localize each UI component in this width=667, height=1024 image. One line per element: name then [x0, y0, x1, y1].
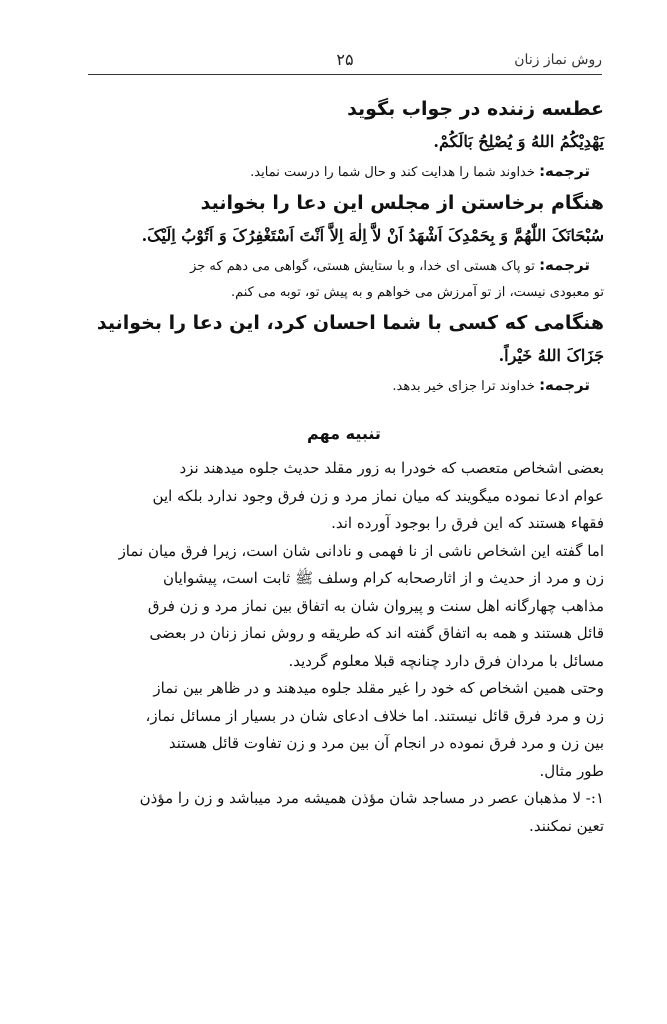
translation-label: ترجمه:	[539, 376, 590, 394]
text-line: مذاهب چهارگانه اهل سنت و پیروان شان به اتفاق بین نماز مرد و زن فرق	[147, 596, 604, 615]
text-line: زن و مرد از حدیث و از اثارصحابه کرام وسلف ﷺ ثابت است، پیشوایان	[163, 569, 604, 587]
translation-text: خداوند شما را هدایت کند و حال شما را درست نماید.	[250, 165, 535, 180]
translation-label: ترجمه:	[539, 256, 590, 274]
translation-label: ترجمه:	[539, 162, 590, 180]
section-heading: عطسه زننده در جواب بگوید	[347, 98, 604, 120]
notice-paragraph	[84, 455, 604, 538]
arabic-supplication: يَهْدِيْكُمُ اللهُ وَ يُصْلِحُ بَالَكُمْ.	[433, 132, 604, 151]
kindness-section	[84, 306, 604, 400]
translation-text: خداوند ترا جزای خیر بدهد.	[392, 379, 535, 394]
sneeze-section	[84, 92, 604, 186]
text-line: عوام ادعا نموده میگویند که میان نماز مرد و زن فرق وجود ندارد بلکه این	[152, 486, 604, 505]
section-heading: هنگام برخاستن از مجلس این دعا را بخوانید	[200, 192, 604, 214]
text-line: وحتی همین اشخاص که خود را غیر مقلد جلوه میدهند و در ظاهر بین نماز	[153, 679, 604, 697]
translation-text: تو پاک هستی ای خدا، و با ستایش هستی، گواهی می دهم که جز	[190, 259, 535, 274]
translation-line: تو معبودی نیست، از تو آمرزش می خواهم و به پیش تو، توبه می کنم.	[230, 285, 604, 300]
text-line: زن و مرد فرق قائل نیستند. اما خلاف ادعای شان در بسیار از مسائل نماز،	[145, 706, 604, 725]
notice-paragraph	[84, 538, 604, 676]
notice-paragraph	[84, 785, 604, 840]
running-title: روش نماز زنان	[514, 52, 602, 68]
text-line: ۱:- لا مذهبان عصر در مساجد شان مؤذن همیشه مرد میباشد و زن را مؤذن	[139, 789, 604, 807]
translation-line	[84, 252, 604, 280]
text-line: طور مثال.	[539, 761, 604, 780]
page-number: ۲۵	[336, 50, 354, 69]
page-header	[88, 50, 602, 74]
text-line: قائل هستند و همه به اتفاق گفته اند که طریقه و روش نماز زنان در بعضی	[149, 624, 604, 642]
arabic-supplication: سُبْحَانَکَ اللّٰهُمَّ وَ بِحَمْدِکَ اَشْهَدُ اَنْ لاَّ اِلٰهَ اِلاَّ اَنْتَ اَسْتَغْفِرُکَ وَ اَتُوْبُ اِلَيْکَ.	[141, 226, 604, 245]
text-line: بعضی اشخاص متعصب که خودرا به زور مقلد حدیث جلوه میدهند نزد	[179, 459, 604, 477]
page-content	[84, 92, 604, 840]
notice-title: تنبیه مهم	[307, 424, 381, 443]
text-line: تعین نمکنند.	[529, 816, 604, 835]
text-line: فقهاء هستند که این فرق را بوجود آورده اند.	[331, 514, 604, 532]
header-rule	[88, 74, 602, 75]
translation	[84, 372, 604, 400]
leaving-section	[84, 186, 604, 306]
arabic-supplication: جَزَاکَ اللهُ خَيْراً.	[498, 346, 604, 365]
section-heading: هنگامی که کسی با شما احسان کرد، این دعا را بخوانید	[96, 312, 604, 334]
notice-paragraph	[84, 675, 604, 785]
text-line: مسائل با مردان فرق دارد چنانچه قبلا معلوم گردید.	[288, 651, 604, 670]
translation	[84, 158, 604, 186]
text-line: بین زن و مرد فرق نموده در انجام آن بین مرد و زن تفاوت قائل هستند	[168, 734, 604, 752]
text-line: اما گفته این اشخاص ناشی از نا فهمی و نادانی شان است، زیرا فرق میان نماز	[118, 541, 604, 560]
